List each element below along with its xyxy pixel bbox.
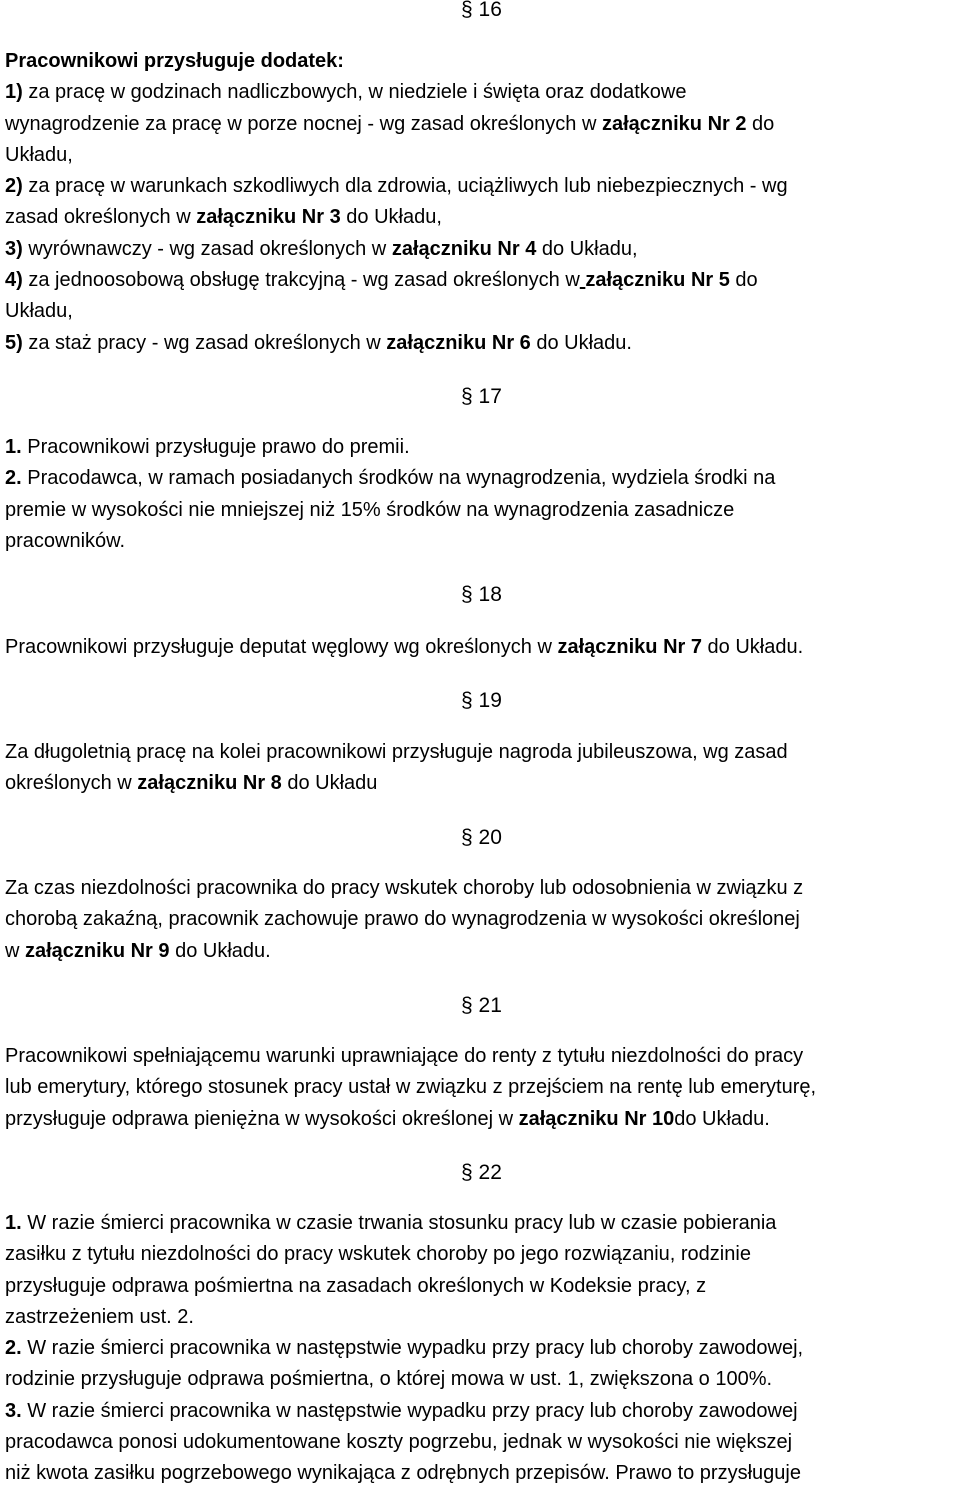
- attachment-ref: załączniku Nr 2: [601, 112, 747, 135]
- paragraph-21: [5, 1041, 960, 1135]
- p22-item-2-line-1: 2. W razie śmierci pracownika w następstwie wypadku przy pracy lub choroby zawodowej,: [5, 1337, 804, 1360]
- p17-item-2-line-2: premie w wysokości nie mniejszej niż 15% środków na wynagrodzenia zasadnicze: [5, 498, 735, 521]
- p16-item-4-line-1: 4) za jednoosobową obsługę trakcyjną - wg zasad określonych w załączniku Nr 5 do: [5, 269, 758, 292]
- p16-item-1-line-3: Układu,: [5, 143, 73, 166]
- attachment-ref: załączniku Nr 4: [391, 237, 537, 260]
- p17-item-1: 1. Pracownikowi przysługuje prawo do premii.: [5, 436, 410, 458]
- paragraph-18: [5, 632, 960, 663]
- p16-item-4-line-2: Układu,: [5, 300, 73, 323]
- p22-item-1-line-2: zasiłku z tytułu niezdolności do pracy wskutek choroby po jego rozwiązaniu, rodzinie: [5, 1243, 751, 1266]
- section-heading-20: § 20: [461, 826, 502, 849]
- p16-item-1-line-2: wynagrodzenie za pracę w porze nocnej - wg zasad określonych w załączniku Nr 2 do: [5, 112, 775, 135]
- paragraph-17: [5, 432, 960, 557]
- section-heading-19: § 19: [461, 689, 502, 712]
- p19-line-1: Za długoletnią pracę na kolei pracownikowi przysługuje nagroda jubileuszowa, wg zasad: [5, 741, 788, 763]
- attachment-ref: załączniku Nr 8: [137, 772, 282, 795]
- p22-item-3-line-2: pracodawca ponosi udokumentowane koszty pogrzebu, jednak w wysokości nie większej: [5, 1431, 793, 1454]
- p21-line-2: lub emerytury, którego stosunek pracy ustał w związku z przejściem na rentę lub emeryturę,: [5, 1076, 817, 1099]
- paragraph-16: [5, 46, 960, 359]
- p22-item-3-line-1: 3. W razie śmierci pracownika w następstwie wypadku przy pracy lub choroby zawodowej: [5, 1399, 798, 1422]
- p16-item-1-line-1: 1) za pracę w godzinach nadliczbowych, w niedziele i święta oraz dodatkowe: [5, 81, 687, 104]
- p19-line-2: określonych w załączniku Nr 8 do Układu: [5, 772, 378, 795]
- p22-item-1-line-1: 1. W razie śmierci pracownika w czasie trwania stosunku pracy lub w czasie pobierania: [5, 1212, 777, 1234]
- p21-line-3: przysługuje odprawa pieniężna w wysokości określonej w załączniku Nr 10do Układu.: [5, 1107, 770, 1130]
- p22-item-1-line-3: przysługuje odprawa pośmiertna na zasadach określonych w Kodeksie pracy, z: [5, 1274, 707, 1297]
- p17-item-2-line-3: pracowników.: [5, 529, 126, 552]
- p20-line-2: chorobą zakaźną, pracownik zachowuje prawo do wynagrodzenia w wysokości określonej: [5, 908, 800, 931]
- attachment-ref: załączniku Nr 7: [557, 636, 702, 658]
- p16-item-2-line-1: 2) za pracę w warunkach szkodliwych dla zdrowia, uciążliwych lub niebezpiecznych - wg: [5, 175, 788, 198]
- attachment-ref: załączniku Nr 6: [386, 331, 531, 354]
- p17-item-2-line-1: 2. Pracodawca, w ramach posiadanych środków na wynagrodzenia, wydziela środki na: [5, 467, 776, 490]
- p20-line-1: Za czas niezdolności pracownika do pracy wskutek choroby lub odosobnienia w związku z: [5, 877, 804, 899]
- paragraph-22: [5, 1208, 960, 1490]
- p21-line-1: Pracownikowi spełniającemu warunki uprawniające do renty z tytułu niezdolności do pracy: [5, 1045, 804, 1067]
- attachment-ref: załączniku Nr 9: [25, 939, 170, 962]
- section-heading-17: § 17: [461, 385, 502, 408]
- p16-item-3: 3) wyrównawczy - wg zasad określonych w załączniku Nr 4 do Układu,: [5, 237, 638, 260]
- attachment-ref: załączniku Nr 3: [196, 206, 341, 229]
- attachment-ref: załączniku Nr 5: [585, 269, 730, 292]
- section-heading-16: § 16: [461, 0, 502, 21]
- p20-line-3: w załączniku Nr 9 do Układu.: [5, 939, 271, 962]
- p22-item-3-line-3: niż kwota zasiłku pogrzebowego wynikająca z odrębnych przepisów. Prawo to przysługuje: [5, 1462, 801, 1485]
- paragraph-19: [5, 737, 960, 800]
- attachment-ref: załączniku Nr 10: [518, 1107, 675, 1130]
- section-heading-18: § 18: [461, 583, 502, 606]
- p16-item-5: 5) za staż pracy - wg zasad określonych w załączniku Nr 6 do Układu.: [5, 331, 632, 354]
- p16-item-2-line-2: zasad określonych w załączniku Nr 3 do Układu,: [5, 206, 442, 229]
- p22-item-1-line-4: zastrzeżeniem ust. 2.: [5, 1305, 194, 1328]
- p16-intro: Pracownikowi przysługuje dodatek:: [5, 50, 344, 72]
- p18-line-1: Pracownikowi przysługuje deputat węglowy wg określonych w załączniku Nr 7 do Układu.: [5, 636, 804, 658]
- paragraph-20: [5, 873, 960, 967]
- section-heading-22: § 22: [461, 1161, 502, 1184]
- p22-item-2-line-2: rodzinie przysługuje odprawa pośmiertna, o której mowa w ust. 1, zwiększona o 100%.: [5, 1368, 773, 1391]
- section-heading-21: § 21: [461, 994, 502, 1017]
